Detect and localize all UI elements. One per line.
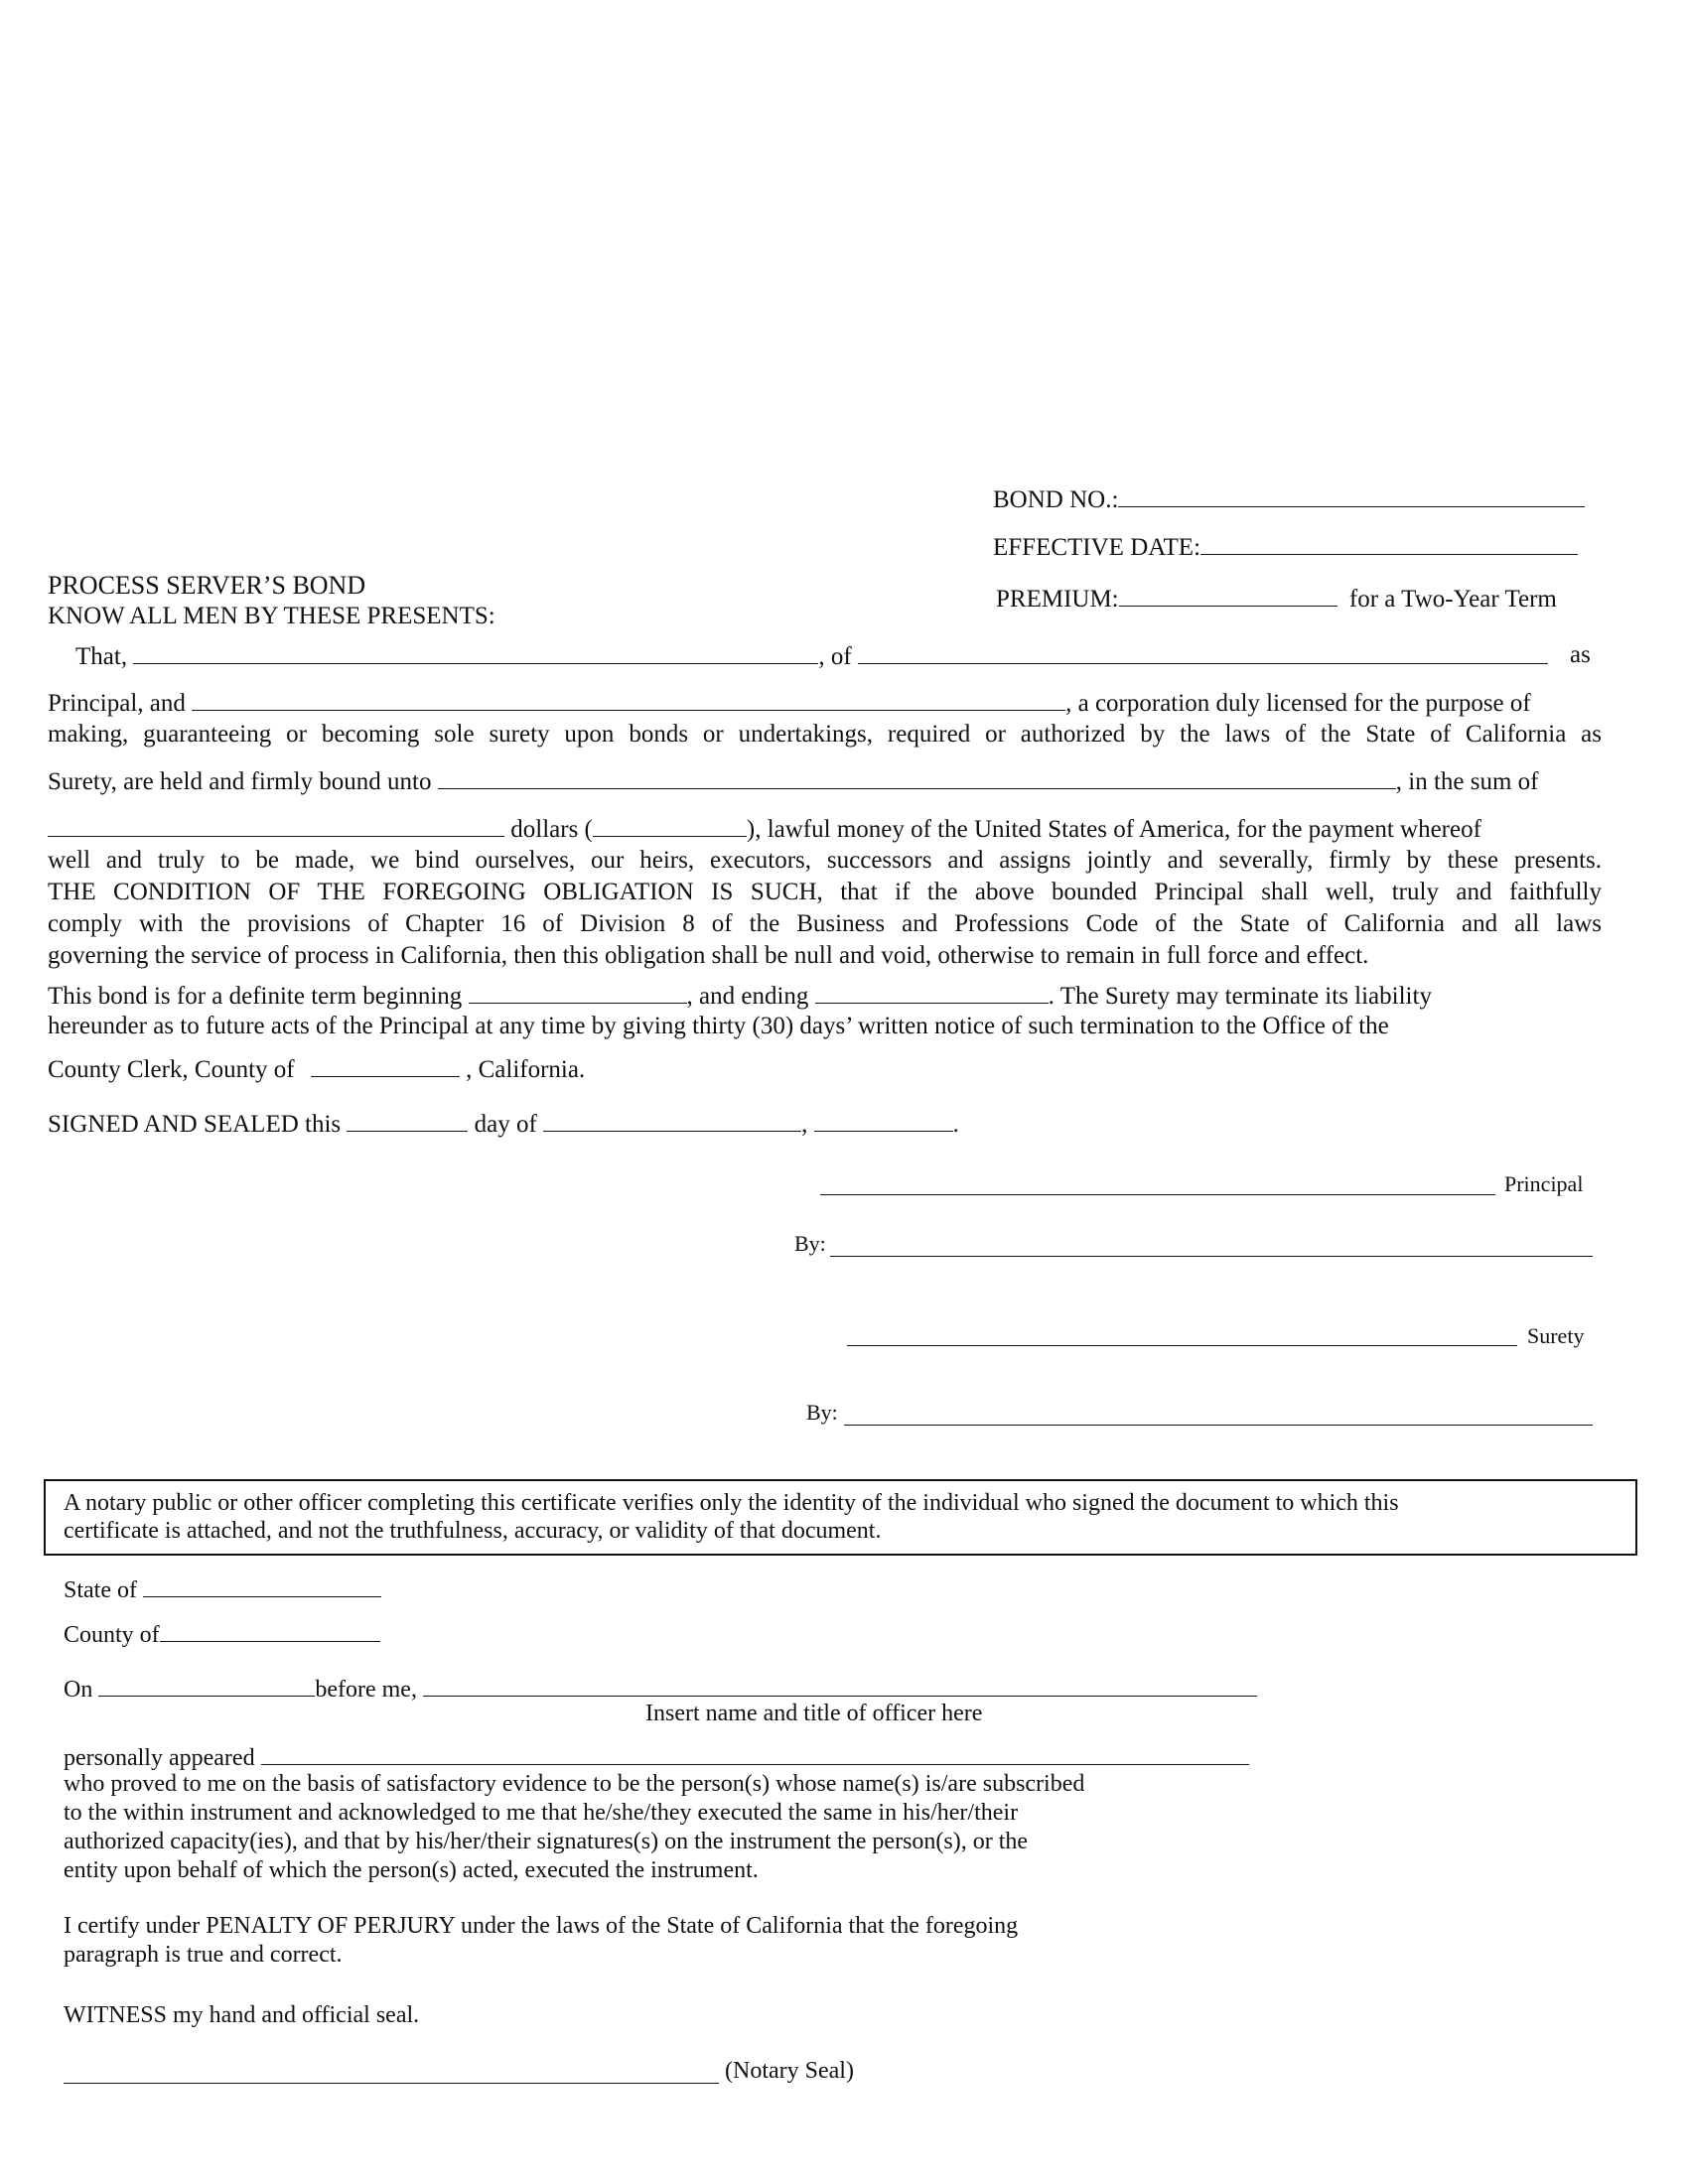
term-beginning-label: This bond is for a definite term beginning — [48, 983, 463, 1010]
certify-line-2: paragraph is true and correct. — [64, 1942, 343, 1968]
notary-date-field[interactable] — [98, 1674, 315, 1697]
line-governing: governing the service of process in California, then this obligation shall be null and void, otherwise to remain in full force and effect. — [48, 942, 1369, 969]
in-sum-label: , in the sum of — [1395, 768, 1539, 795]
bond-no-field[interactable] — [1118, 484, 1585, 507]
surety-by-label: By: — [806, 1400, 838, 1425]
personally-appeared-label: personally appeared — [64, 1745, 255, 1771]
line-condition: THE CONDITION OF THE FOREGOING OBLIGATION IS SUCH, that if the above bounded Principal shall well, truly and faithfully — [48, 879, 1602, 905]
county-clerk-field[interactable] — [311, 1054, 460, 1077]
principal-and-label: Principal, and — [48, 690, 186, 717]
premium-row — [996, 584, 1557, 614]
county-field[interactable] — [160, 1619, 380, 1642]
line-guaranteeing: making, guaranteeing or becoming sole surety upon bonds or undertakings, required or authorized by the laws of the State of California as — [48, 721, 1602, 748]
proved-line-4: entity upon behalf of which the person(s) acted, executed the instrument. — [64, 1857, 759, 1883]
california-label: , California. — [466, 1056, 586, 1083]
term-begin-field[interactable] — [469, 981, 687, 1004]
principal-by-line[interactable] — [830, 1256, 1593, 1257]
proved-line-1: who proved to me on the basis of satisfactory evidence to be the person(s) whose name(s) is/are subscribed — [64, 1771, 1085, 1797]
proved-line-2: to the within instrument and acknowledged to me that he/she/they executed the same in his/her/their — [64, 1800, 1019, 1826]
obligee-field[interactable] — [438, 766, 1396, 789]
county-of-label: County of — [64, 1622, 160, 1648]
surety-by-line[interactable] — [844, 1425, 1593, 1426]
amount-words-field[interactable] — [48, 814, 504, 837]
principal-name-field[interactable] — [133, 641, 818, 664]
surety-held-row — [48, 766, 1539, 796]
principal-label: Principal — [1504, 1171, 1584, 1196]
premium-label: PREMIUM: — [996, 586, 1119, 613]
effective-date-label: EFFECTIVE DATE: — [993, 534, 1201, 561]
of-label: , of — [818, 643, 852, 670]
state-of-label: State of — [64, 1577, 137, 1603]
as-label: as — [1570, 641, 1591, 668]
premium-term: for a Two-Year Term — [1348, 586, 1557, 613]
principal-and-row — [48, 688, 1531, 718]
proved-line-3: authorized capacity(ies), and that by his/her/their signatures(s) on the instrument the person(s), or the — [64, 1829, 1029, 1854]
county-of-row — [64, 1619, 380, 1649]
term-row — [48, 981, 1432, 1011]
dollars-close: ), lawful money of the United States of America, for the payment whereof — [746, 816, 1481, 843]
term-end-field[interactable] — [815, 981, 1049, 1004]
that-label: That, — [75, 643, 128, 670]
bond-title: PROCESS SERVER’S BOND — [48, 571, 366, 600]
term-tail: . The Surety may terminate its liability — [1048, 983, 1432, 1010]
notice-line-2: certificate is attached, and not the truthfulness, accuracy, or validity of that document. — [64, 1518, 882, 1544]
county-clerk-label: County Clerk, County of — [48, 1056, 295, 1083]
signed-sealed-label: SIGNED AND SEALED this — [48, 1111, 342, 1138]
comma-label: , — [801, 1111, 808, 1138]
amount-numeric-field[interactable] — [593, 814, 747, 837]
signed-month-field[interactable] — [543, 1109, 801, 1132]
state-field[interactable] — [143, 1574, 381, 1597]
signed-year-field[interactable] — [814, 1109, 953, 1132]
notice-line-1: A notary public or other officer completing this certificate verifies only the identity of the individual who signed the document to which this — [64, 1490, 1399, 1516]
bond-no-row — [993, 484, 1585, 514]
principal-signature-line[interactable] — [820, 1194, 1495, 1195]
line-comply: comply with the provisions of Chapter 16 of Division 8 of the Business and Professions Code of the State of California and all laws — [48, 910, 1602, 937]
insert-name-caption: Insert name and title of officer here — [645, 1701, 983, 1726]
principal-by-label: By: — [794, 1231, 826, 1256]
on-before-row — [64, 1674, 1257, 1704]
surety-signature-line[interactable] — [847, 1345, 1517, 1346]
that-row — [75, 641, 1548, 671]
line-hereunder: hereunder as to future acts of the Principal at any time by giving thirty (30) days’ written notice of such termination to the Office of the — [48, 1013, 1389, 1039]
effective-date-field[interactable] — [1200, 532, 1578, 555]
corp-tail: , a corporation duly licensed for the purpose of — [1065, 690, 1531, 717]
before-me-label: before me, — [315, 1677, 417, 1703]
surety-label: Surety — [1527, 1323, 1585, 1348]
surety-name-field[interactable] — [192, 688, 1065, 711]
dollars-open: dollars ( — [510, 816, 593, 843]
effective-date-row — [993, 532, 1578, 562]
line-well: well and truly to be made, we bind ourselves, our heirs, executors, successors and assigns jointly and severally, firmly by these presents. — [48, 847, 1602, 874]
county-clerk-row — [48, 1054, 585, 1084]
certify-line-1: I certify under PENALTY OF PERJURY under the laws of the State of California that the foregoing — [64, 1913, 1019, 1939]
notary-notice-box — [44, 1479, 1637, 1556]
notary-seal-label: (Notary Seal) — [725, 2058, 854, 2084]
officer-name-field[interactable] — [423, 1674, 1257, 1697]
premium-field[interactable] — [1119, 584, 1337, 607]
signer-name-field[interactable] — [261, 1742, 1249, 1765]
bond-no-label: BOND NO.: — [993, 486, 1119, 513]
on-label: On — [64, 1677, 93, 1703]
day-of-label: day of — [474, 1111, 537, 1138]
witness-line: WITNESS my hand and official seal. — [64, 2002, 420, 2028]
bond-subheading: KNOW ALL MEN BY THESE PRESENTS: — [48, 603, 495, 629]
term-ending-label: , and ending — [686, 983, 809, 1010]
surety-held-label: Surety, are held and firmly bound unto — [48, 768, 432, 795]
notary-signature-line[interactable] — [64, 2083, 719, 2084]
signed-day-field[interactable] — [347, 1109, 468, 1132]
personally-appeared-row — [64, 1742, 1249, 1772]
state-of-row — [64, 1574, 381, 1604]
period-label: . — [952, 1111, 959, 1138]
dollars-row — [48, 814, 1481, 844]
principal-address-field[interactable] — [858, 641, 1548, 664]
signed-sealed-row — [48, 1109, 959, 1139]
